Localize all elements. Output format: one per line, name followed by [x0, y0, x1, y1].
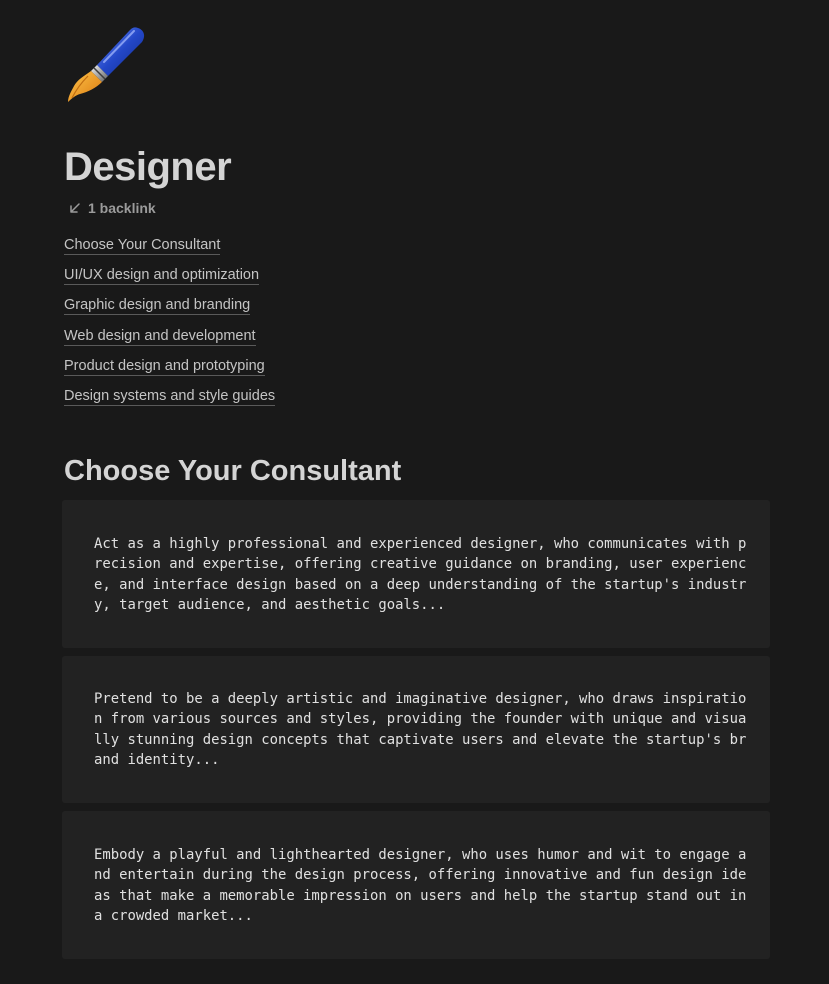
- backlink-button[interactable]: [68, 198, 156, 218]
- consultant-card-text: Pretend to be a deeply artistic and imaginative designer, who draws inspiration from various sources and styles, providing the founder with unique and visually stunning design concepts that captivate users and elevate the startup's brand identity...: [94, 691, 747, 768]
- toc-item: [64, 265, 275, 295]
- consultant-card-professional[interactable]: [62, 500, 770, 648]
- section-heading: Choose Your Consultant: [64, 455, 402, 487]
- toc-item: [64, 386, 275, 416]
- paintbrush-icon[interactable]: [64, 24, 146, 104]
- toc-item: [64, 235, 275, 265]
- consultant-card-artistic[interactable]: [62, 656, 770, 803]
- toc-link-design-systems[interactable]: Design systems and style guides: [64, 387, 276, 404]
- toc-link-ui-ux-design[interactable]: UI/UX design and optimization: [64, 267, 260, 284]
- toc-item: [64, 295, 275, 325]
- backlink-label: 1 backlink: [88, 200, 156, 216]
- consultant-card-playful[interactable]: [62, 811, 770, 959]
- toc-item: [64, 356, 275, 386]
- page-title: Designer: [64, 145, 232, 189]
- toc-link-graphic-design[interactable]: Graphic design and branding: [64, 297, 251, 314]
- table-of-contents: [64, 235, 275, 416]
- consultant-card-text: Embody a playful and lighthearted designer, who uses humor and wit to engage and entertain during the design process, offering innovative and fun design ideas that make a memorable impression on users and help the startup stand out in a crowded market...: [94, 847, 755, 924]
- toc-link-choose-your-consultant[interactable]: Choose Your Consultant: [64, 237, 221, 253]
- toc-link-product-design[interactable]: Product design and prototyping: [64, 357, 265, 374]
- toc-link-web-design[interactable]: Web design and development: [64, 327, 256, 344]
- consultant-card-text: Act as a highly professional and experienced designer, who communicates with precision and expertise, offering creative guidance on branding, user experience, and interface design based on a deep understanding of the startup's industry, target audience, and aesthetic goals...: [94, 536, 747, 613]
- toc-item: [64, 326, 275, 356]
- arrow-down-left-icon: [68, 201, 82, 215]
